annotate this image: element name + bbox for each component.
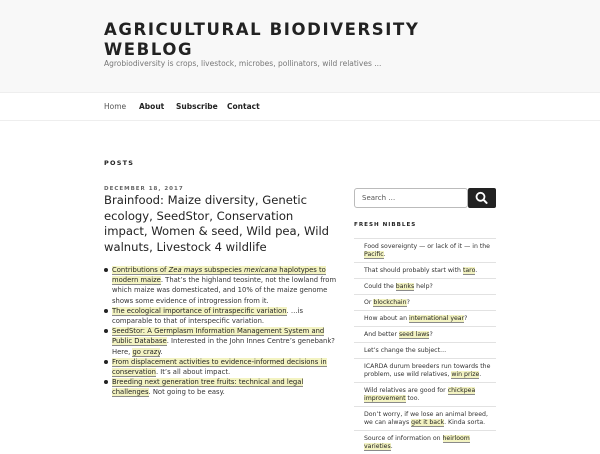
list-item: That should probably start with taro. [354, 262, 496, 278]
nav-item-subscribe[interactable]: Subscribe [176, 102, 218, 111]
list-item [104, 306, 340, 326]
nibble-link[interactable]: chickpea improvement [364, 387, 476, 402]
main-navigation [0, 92, 600, 121]
nibble-link[interactable]: blockchain [373, 299, 407, 306]
fresh-nibbles-list [354, 238, 496, 454]
search-icon [468, 188, 496, 208]
nibble-link[interactable]: Pacific [364, 251, 384, 258]
site-description: Agrobiodiversity is crops, livestock, microbes, pollinators, wild relatives ... [104, 59, 382, 68]
post-text: . Interested in the John Innes Centre’s genebank? Here, [112, 337, 335, 356]
post-bullet-list [104, 265, 340, 398]
post-content [104, 265, 340, 398]
post-link[interactable]: SeedStor: A Germplasm Information Management System and Public Database [112, 327, 325, 346]
nav-item-contact[interactable]: Contact [227, 102, 260, 111]
list-item [104, 326, 340, 357]
search-input[interactable] [354, 188, 468, 208]
list-item: Food sovereignty — or lack of it — in the Pacific. [354, 238, 496, 262]
post-text: . [160, 347, 163, 356]
nav-item-home[interactable]: Home [104, 102, 127, 111]
list-item: And better seed laws? [354, 326, 496, 342]
site-title[interactable]: AGRICULTURAL BIODIVERSITY WEBLOG [104, 20, 420, 59]
list-item: ICARDA durum breeders run towards the problem, use wild relatives, win prize. [354, 358, 496, 382]
post-date[interactable]: DECEMBER 18, 2017 [104, 186, 184, 192]
post-text: . Not going to be easy. [148, 388, 225, 397]
nibble-link[interactable]: get it back [411, 419, 445, 426]
post-text: . …is comparable to that of interspecific variation. [112, 306, 304, 326]
list-item: Could the banks help? [354, 278, 496, 294]
search-form [354, 188, 496, 208]
list-item [104, 265, 340, 306]
list-item: Let’s change the subject… [354, 342, 496, 358]
section-label-posts: POSTS [104, 159, 135, 167]
list-item: Wild relatives are good for chickpea improvement too. [354, 382, 496, 406]
nibble-link[interactable]: international year [408, 315, 465, 322]
post-link[interactable]: From displacement activities to evidence-informed decisions in conservation [112, 357, 327, 377]
post-text: . It’s all about impact. [155, 368, 231, 377]
list-item [104, 377, 340, 397]
list-item: Source of information on heirloom varieties. [354, 430, 496, 454]
post-link[interactable]: Contributions of Zea mays subspecies mexicana haplotypes to modern maize [112, 266, 326, 285]
list-item: Don’t worry, if we lose an animal breed, we can always get it back. Kinda sorta. [354, 406, 496, 430]
nibble-link[interactable]: seed laws [398, 331, 430, 338]
site-header [0, 0, 600, 92]
post-link[interactable]: Breeding next generation tree fruits: technical and legal challenges [112, 378, 304, 397]
post-link[interactable]: go crazy [132, 347, 161, 356]
nibble-link[interactable]: win prize [451, 371, 480, 378]
nibble-link[interactable]: taro [462, 267, 476, 274]
list-item: How about an international year? [354, 310, 496, 326]
nibble-link[interactable]: heirloom varieties [364, 435, 470, 450]
post-title[interactable]: Brainfood: Maize diversity, Genetic ecology, SeedStor, Conservation impact, Women & seed, Wild pea, Wild walnuts, Livestock 4 wildlife [104, 193, 330, 254]
widget-title-fresh-nibbles: FRESH NIBBLES [354, 222, 417, 228]
list-item [104, 357, 340, 377]
list-item: Or blockchain? [354, 294, 496, 310]
nibble-link[interactable]: banks [395, 283, 415, 290]
search-button[interactable] [468, 188, 496, 208]
nav-item-about[interactable]: About [139, 102, 165, 111]
post-link[interactable]: The ecological importance of intraspecific variation [112, 306, 287, 315]
post-text: . That’s the highland teosinte, not the lowland from which maize was domesticated, and 10% of the maize genome shows some evidence of introgression from it. [112, 276, 337, 305]
